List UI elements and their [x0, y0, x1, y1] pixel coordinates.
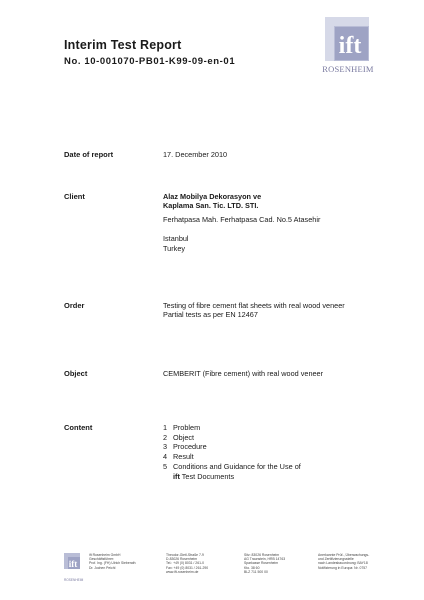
client-block	[163, 192, 320, 253]
client-address: Ferhatpasa Mah. Ferhatpasa Cad. No.5 Atasehir	[163, 214, 321, 224]
order-line2: Partial tests as per EN 12467	[163, 310, 258, 320]
content-label: Content	[64, 423, 93, 432]
content-item: 3 Procedure	[163, 442, 207, 452]
footer-col-address: Theodor-Gietl-Straße 7-9 D-83026 Rosenheim Tel.: +49 (0) 8031 / 261-0 Fax: +49 (0) 8031 / 261-290 www.ift-rosenheim.de	[166, 553, 209, 574]
ift-rosenheim-logo	[321, 17, 375, 83]
object-value: CEMBERIT (Fibre cement) with real wood veneer	[163, 369, 324, 378]
content-item: 2 Object	[163, 432, 195, 442]
svg-text:ift: ift	[338, 33, 362, 59]
footer-col-registration: Sitz: 83026 Rosenheim AG Traunstein, HRB 14763 Sparkasse Rosenheim Kto. 38 60 BLZ 711 500 00	[244, 553, 286, 574]
client-country: Turkey	[163, 243, 186, 253]
ift-logo-mark	[325, 17, 369, 61]
content-item-continuation: ift Test Documents	[173, 471, 235, 481]
client-name-line2: Kaplama San. Tic. LTD. STI.	[163, 201, 259, 211]
content-item: 1 Problem	[163, 423, 201, 432]
order-label: Order	[64, 301, 85, 310]
content-item: 4 Result	[163, 452, 194, 462]
date-label: Date of report	[64, 150, 114, 159]
footer-logo-mark	[64, 553, 80, 573]
order-block	[163, 301, 345, 320]
date-value: 17. December 2010	[163, 150, 228, 159]
footer-ift-logo	[64, 553, 84, 582]
footer-col-accreditation: Anerkannte Prüf-, Überwachungs- und Zertifizierungsstelle nach Landesbauordnung: BAY18 Notifizierung in Europa: Nr. 0757	[318, 553, 370, 570]
footer-col-company: ift Rosenheim GmbH Geschäftsführer: Prof. Ing. (FH) Ulrich Sieberath Dr. Jochen Peichl	[89, 553, 136, 570]
client-city: Istanbul	[163, 234, 189, 244]
client-name-line1: Alaz Mobilya Dekorasyon ve	[163, 192, 262, 201]
object-label: Object	[64, 369, 88, 378]
content-item: 5 Conditions and Guidance for the Use of	[163, 461, 301, 471]
order-line1: Testing of fibre cement flat sheets with real wood veneer	[163, 301, 345, 310]
svg-text:ift: ift	[68, 559, 78, 569]
report-number: No. 10-001070-PB01-K99-09-en-01	[64, 56, 236, 67]
content-list	[163, 423, 301, 481]
report-title: Interim Test Report	[64, 38, 182, 52]
footer-logo-city: ROSENHEIM	[64, 578, 84, 582]
client-label: Client	[64, 192, 85, 201]
logo-city-text: ROSENHEIM	[322, 64, 374, 74]
